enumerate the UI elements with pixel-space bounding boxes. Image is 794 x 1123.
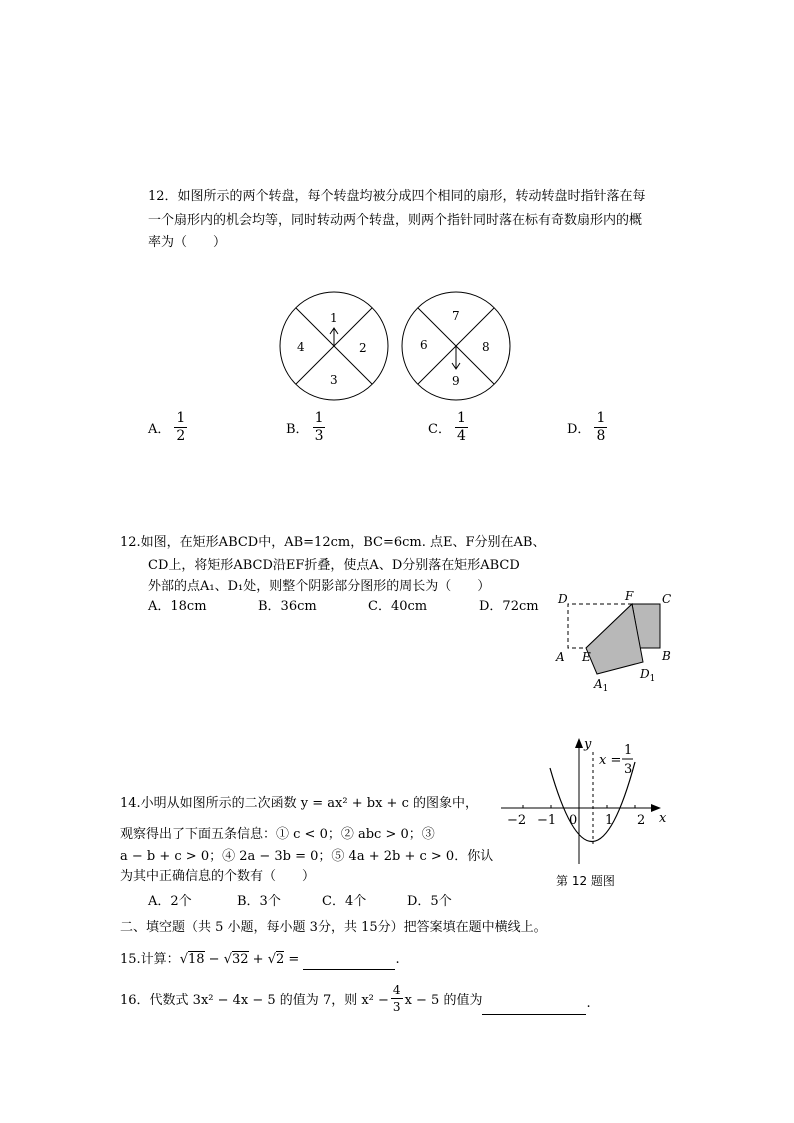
wheel2-sector-bottom: 9 (452, 374, 460, 388)
q14-line-1: 14.小明从如图所示的二次函数 y = ax² + bx + c 的图象中， (120, 796, 478, 811)
q12b-option-b[interactable]: B．36cm (258, 599, 317, 614)
fraction: $\frac{1}{2}$ (176, 410, 186, 444)
fraction: $\frac{1}{4}$ (456, 410, 466, 444)
tick-neg1: −1 (537, 813, 557, 828)
q15-prefix: 15.计算： (120, 952, 180, 967)
wheel1-sector-right: 2 (359, 341, 367, 355)
option-label: D． (567, 422, 591, 437)
q16-answer-blank[interactable] (482, 996, 586, 1015)
q12b-option-d[interactable]: D．72cm (479, 599, 539, 614)
tick-2: 2 (637, 813, 646, 828)
q12a-line-1: 12．如图所示的两个转盘，每个转盘均被分成四个相同的扇形，转动转盘时指针落在每 (148, 189, 646, 204)
sqrt-32: √32 (223, 952, 249, 967)
q12b-option-c[interactable]: C．40cm (368, 599, 428, 614)
q14-option-c[interactable]: C．4个 (322, 894, 367, 909)
tick-0: 0 (569, 813, 578, 828)
parabola-graph (495, 732, 675, 892)
q16-end: . (586, 996, 591, 1011)
fraction: $\frac{1}{8}$ (596, 410, 606, 444)
wheel2-sector-right: 8 (482, 340, 490, 354)
wheel2-sector-top: 7 (452, 309, 460, 323)
q15-equals: = (284, 952, 304, 967)
q12a-option-a[interactable] (148, 410, 187, 445)
q12a-option-b[interactable] (286, 410, 325, 445)
fraction: $\frac{1}{3}$ (314, 410, 324, 444)
q14-option-b[interactable]: B．3个 (237, 894, 281, 909)
q12a-line-3: 率为（ ） (148, 235, 227, 250)
wheel1-sector-left: 4 (297, 340, 305, 354)
label-f: F (625, 589, 634, 603)
label-b: B (662, 649, 671, 663)
q14-line-2: 观察得出了下面五条信息：① c < 0；② abc > 0；③ (120, 827, 435, 842)
axis-eq-num: 1 (624, 743, 633, 758)
q16-fraction: $\frac{4}{3}$ (392, 983, 401, 1014)
q14-option-a[interactable]: A．2个 (148, 894, 192, 909)
q12a-option-d[interactable] (567, 410, 607, 445)
q12b-line-3: 外部的点A₁、D₁处，则整个阴影部分图形的周长为（ ） (148, 579, 491, 594)
option-label: A． (148, 422, 171, 437)
label-e: E (582, 650, 591, 664)
label-d1: $D_1$ (640, 667, 656, 684)
wheel2-sector-left: 6 (420, 338, 428, 352)
fold-rectangle-figure (552, 586, 682, 696)
label-c: C (662, 592, 672, 606)
q16-part-2: x − 5 的值为 (404, 993, 483, 1008)
label-a1: $A_1$ (594, 677, 609, 694)
sqrt-2: √2 (267, 952, 285, 967)
q15-minus: − (204, 952, 224, 967)
axis-eq-prefix: x = (599, 753, 622, 768)
q14-line-3: a − b + c > 0；④ 2a − 3b = 0；⑤ 4a + 2b + c > 0．你认 (120, 849, 494, 864)
q15-answer-blank[interactable] (303, 951, 395, 970)
wheel1-sector-top: 1 (330, 311, 338, 325)
x-axis-label: x (659, 811, 667, 826)
q16 (120, 982, 591, 1015)
wheel1-sector-bottom: 3 (330, 373, 338, 387)
q12b-option-a[interactable]: A．18cm (148, 599, 207, 614)
graph-caption: 第 12 题图 (556, 874, 615, 888)
option-label: C． (428, 422, 451, 437)
y-axis-label: y (584, 737, 592, 752)
q16-part-1: 16．代数式 3x² − 4x − 5 的值为 7，则 x² − (120, 993, 389, 1008)
q15 (120, 950, 400, 970)
q12b-line-2: CD上，将矩形ABCD沿EF折叠，使点A、D分别落在矩形ABCD (148, 558, 520, 573)
section-2-heading: 二、填空题（共 5 小题，每小题 3分，共 15分）把答案填在题中横线上。 (120, 920, 547, 935)
q15-plus: + (248, 952, 268, 967)
q14-line-4: 为其中正确信息的个数有（ ） (120, 869, 316, 884)
q12a-line-2: 一个扇形内的机会均等，同时转动两个转盘，则两个指针同时落在标有奇数扇形内的概 (148, 213, 643, 228)
option-label: B． (286, 422, 309, 437)
q15-end: . (395, 952, 400, 967)
axis-eq-den: 3 (624, 762, 633, 777)
spinner-figure (270, 285, 530, 405)
tick-1: 1 (605, 813, 614, 828)
tick-neg2: −2 (507, 813, 527, 828)
q12b-line-1: 12.如图，在矩形ABCD中，AB=12cm，BC=6cm. 点E、F分别在AB、 (120, 535, 546, 550)
q14-option-d[interactable]: D．5个 (407, 894, 452, 909)
label-d: D (558, 592, 568, 606)
q12a-option-c[interactable] (428, 410, 468, 445)
label-a: A (556, 650, 565, 664)
sqrt-18: √18 (179, 952, 205, 967)
